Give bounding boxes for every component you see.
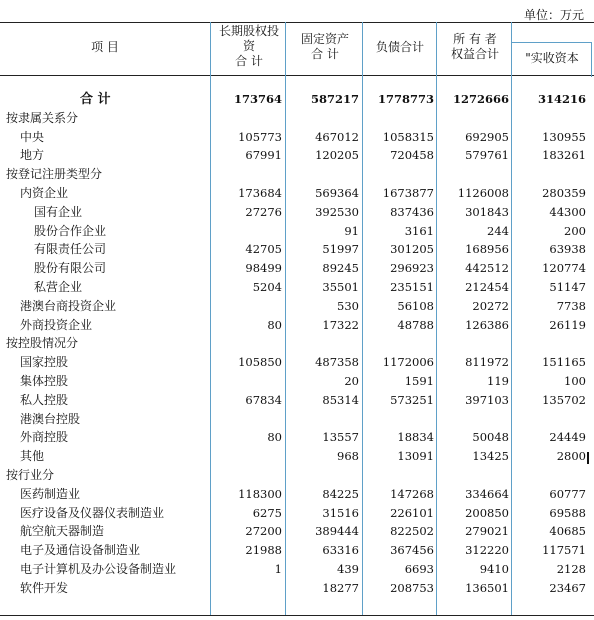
cell-value: 200: [564, 223, 586, 238]
row-label: 地方: [20, 148, 45, 163]
unit-label: 单位：万元: [523, 8, 584, 22]
cell-value: 837436: [390, 204, 434, 219]
cell-value: 20272: [472, 298, 509, 313]
cell-value: 120774: [542, 261, 586, 276]
table-row: [0, 259, 594, 278]
cell-value: 968: [337, 449, 359, 464]
table-row: [0, 410, 594, 429]
row-label: 港澳台控股: [20, 411, 81, 426]
cell-value: 51997: [322, 242, 359, 257]
row-label: 外商投资企业: [20, 317, 93, 332]
row-label: 港澳台商投资企业: [20, 298, 117, 313]
cell-value: 6693: [404, 562, 434, 576]
cell-value: 392530: [315, 204, 359, 219]
table-row: [0, 297, 594, 316]
cell-value: 119: [487, 374, 509, 388]
row-label: 按隶属关系分: [6, 110, 79, 125]
table-row: [0, 522, 594, 541]
cell-value: 467012: [315, 129, 359, 144]
cell-value: 1058315: [382, 129, 434, 144]
cell-value: 530: [337, 298, 359, 313]
cell-value: 1: [274, 562, 282, 576]
header-bottom-rule: [0, 75, 594, 76]
table-row: [0, 541, 594, 560]
cell-value: 80: [267, 430, 282, 445]
row-label: 有限责任公司: [34, 242, 107, 257]
cell-value: 173684: [238, 186, 282, 200]
cell-value: 13091: [397, 449, 434, 464]
cell-value: 168956: [465, 242, 509, 257]
cell-value: 301205: [390, 242, 434, 257]
cell-value: 487358: [315, 355, 359, 370]
cell-value: 173764: [233, 92, 282, 106]
cell-value: 301843: [465, 204, 509, 219]
row-label: 股份有限公司: [34, 261, 107, 276]
cell-value: 23467: [549, 580, 586, 595]
col5-header-rule: [511, 42, 591, 43]
cell-value: 279021: [465, 524, 509, 539]
table-row: [0, 353, 594, 372]
cell-value: 17322: [322, 317, 359, 332]
table-row: [0, 128, 594, 147]
cell-value: 367456: [390, 543, 434, 558]
cell-value: 226101: [390, 505, 434, 520]
cell-value: 136501: [465, 580, 509, 595]
cell-value: 31516: [322, 505, 359, 520]
header-owner-equity: 所 有 者 权益合计: [450, 32, 499, 61]
row-label: 医疗设备及仪器仪表制造业: [20, 505, 165, 520]
cell-value: 389444: [315, 524, 359, 539]
row-label: 电子计算机及办公设备制造业: [20, 562, 177, 576]
table-row: [0, 466, 594, 485]
cell-value: 42705: [245, 242, 282, 257]
cell-value: 6275: [252, 505, 282, 520]
cell-value: 1591: [404, 374, 434, 388]
cell-value: 334664: [465, 486, 509, 501]
cell-value: 235151: [390, 280, 434, 294]
cell-value: 118300: [238, 486, 282, 501]
row-label: 外商控股: [20, 430, 69, 445]
table-row: [0, 372, 594, 391]
cell-value: 397103: [465, 392, 509, 407]
row-label: 内资企业: [20, 186, 69, 200]
row-label: 股份合作企业: [34, 223, 107, 238]
row-label: 集体控股: [20, 374, 69, 388]
cell-value: 280359: [542, 186, 586, 200]
row-label: 按控股情况分: [6, 336, 79, 351]
cell-value: 89245: [322, 261, 359, 276]
table-row: [0, 391, 594, 410]
cell-value: 147268: [390, 486, 434, 501]
cell-value: 120205: [315, 148, 359, 163]
header-paid-in-capital: "实收资本: [525, 51, 579, 65]
table-row: [0, 447, 594, 466]
cell-value: 27200: [245, 524, 282, 539]
cell-value: 579761: [465, 148, 509, 163]
cell-value: 126386: [465, 317, 509, 332]
cell-value: 80: [267, 317, 282, 332]
table-bottom-rule: [0, 615, 594, 616]
cell-value: 244: [487, 223, 509, 238]
row-label: 软件开发: [20, 580, 69, 595]
row-label: 私营企业: [34, 280, 83, 294]
cell-value: 27276: [245, 204, 282, 219]
row-label: 中央: [20, 129, 45, 144]
cell-value: 100: [564, 374, 586, 388]
header-fixed-assets: 固定资产 合 计: [300, 32, 349, 61]
table-row: [0, 428, 594, 447]
row-label: 医药制造业: [20, 486, 81, 501]
cell-value: 1272666: [452, 92, 509, 106]
cell-value: 20: [344, 374, 359, 388]
cell-value: 105850: [238, 355, 282, 370]
cell-value: 18834: [397, 430, 434, 445]
cell-value: 13425: [472, 449, 509, 464]
cell-value: 91: [344, 223, 359, 238]
cell-value: 587217: [310, 92, 359, 106]
cell-value: 98499: [245, 261, 282, 276]
cell-value: 40685: [549, 524, 586, 539]
row-label: 国有企业: [34, 204, 83, 219]
table-row: [0, 560, 594, 579]
table-row: [0, 109, 594, 128]
cell-value: 135702: [542, 392, 586, 407]
table-row: [0, 184, 594, 203]
table-row: [0, 90, 594, 109]
cell-value: 67991: [245, 148, 282, 163]
header-long-term-equity: 长期股权投 资 合 计: [218, 24, 279, 68]
row-label: 合 计: [80, 92, 111, 107]
table-row: [0, 334, 594, 353]
header-total-liabilities: 负债合计: [375, 40, 424, 54]
cell-value: 130955: [542, 129, 586, 144]
cell-value: 85314: [322, 392, 359, 407]
cell-value: 63316: [322, 543, 359, 558]
cell-value: 69588: [549, 505, 586, 520]
cell-value: 296923: [390, 261, 434, 276]
row-label: 其他: [20, 449, 45, 464]
cell-value: 35501: [322, 280, 359, 294]
cell-value: 692905: [465, 129, 509, 144]
table-row: [0, 579, 594, 598]
cell-value: 442512: [465, 261, 509, 276]
cell-value: 44300: [549, 204, 586, 219]
cell-value: 5204: [252, 280, 282, 294]
cell-value: 67834: [245, 392, 282, 407]
row-label: 私人控股: [20, 392, 69, 407]
cell-value: 720458: [390, 148, 434, 163]
cell-value: 50048: [472, 430, 509, 445]
cell-value: 51147: [549, 280, 586, 294]
cell-value: 18277: [322, 580, 359, 595]
table-row: [0, 203, 594, 222]
table-row: [0, 485, 594, 504]
table-row: [0, 316, 594, 335]
table-row: [0, 146, 594, 165]
cell-value: 822502: [390, 524, 434, 539]
table-row: [0, 165, 594, 184]
cell-value: 151165: [542, 355, 586, 370]
cell-value: 573251: [390, 392, 434, 407]
cell-value: 183261: [542, 148, 586, 163]
col5-header-right-rule: [591, 42, 592, 77]
table-row: [0, 222, 594, 241]
cell-value: 84225: [322, 486, 359, 501]
row-label: 电子及通信设备制造业: [20, 543, 141, 558]
cell-value: 1126008: [457, 186, 509, 200]
cell-value: 24449: [549, 430, 586, 445]
cell-value: 1778773: [377, 92, 434, 106]
table-row: [0, 278, 594, 297]
cell-value: 63938: [549, 242, 586, 257]
cell-value: 105773: [238, 129, 282, 144]
cell-value: 1172006: [382, 355, 434, 370]
cell-value: 200850: [465, 505, 509, 520]
cell-value: 208753: [390, 580, 434, 595]
cell-value: 439: [337, 562, 359, 576]
row-label: 国家控股: [20, 355, 69, 370]
row-label: 按登记注册类型分: [6, 167, 103, 182]
cell-value: 117571: [542, 543, 586, 558]
cell-value: 811972: [465, 355, 509, 370]
cell-value: 9410: [479, 562, 509, 576]
cell-value: 13557: [322, 430, 359, 445]
header-item: 项 目: [91, 40, 119, 54]
cell-value: 26119: [549, 317, 586, 332]
cell-value: 212454: [465, 280, 509, 294]
table-row: [0, 240, 594, 259]
cell-value: 21988: [245, 543, 282, 558]
cell-value: 3161: [404, 223, 434, 238]
table-top-rule: [0, 22, 594, 23]
cell-value: 569364: [315, 186, 359, 200]
cell-value: 2800: [556, 449, 586, 464]
cell-value: 7738: [556, 298, 586, 313]
cell-value: 1673877: [382, 186, 434, 200]
cell-value: 60777: [549, 486, 586, 501]
cell-value: 56108: [397, 298, 434, 313]
cell-value: 48788: [397, 317, 434, 332]
cell-value: 314216: [537, 92, 586, 106]
cell-value: 312220: [465, 543, 509, 558]
row-label: 航空航天器制造: [20, 524, 105, 539]
row-label: 按行业分: [6, 468, 55, 482]
cell-value: 2128: [556, 562, 586, 576]
table-row: [0, 504, 594, 523]
